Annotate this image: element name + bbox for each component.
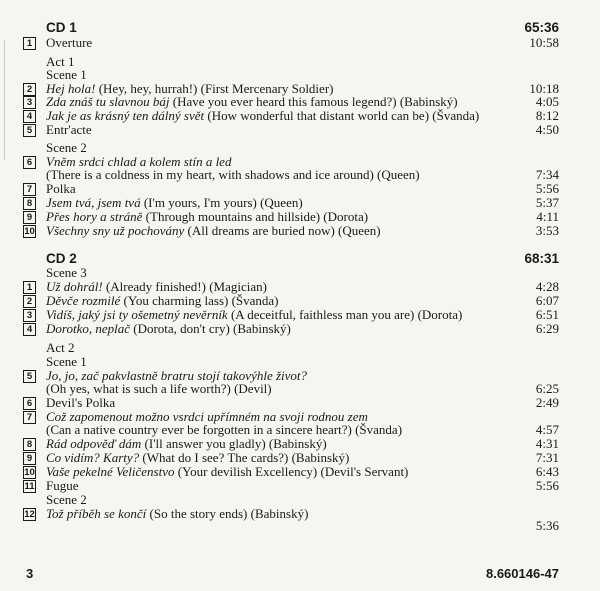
track-row bbox=[0, 223, 600, 239]
track-number: 9 bbox=[23, 211, 36, 224]
track-number: 3 bbox=[23, 309, 36, 322]
track-number: 10 bbox=[24, 467, 35, 478]
track-duration: 3:53 bbox=[535, 223, 559, 238]
scene-label: Scene 3 bbox=[46, 265, 87, 280]
track-number: 12 bbox=[24, 509, 35, 520]
track-duration: 6:07 bbox=[535, 293, 559, 308]
scene-label: Scene 2 bbox=[46, 492, 87, 507]
cd1-heading: CD 1 bbox=[46, 20, 77, 35]
track-title: Jo, jo, zač pakvlastně bratru stojí takovýhle život? bbox=[46, 368, 308, 383]
track-title: Vaše pekelné Veličenstvo (Your devilish Excellency) (Devil's Servant) bbox=[46, 464, 409, 479]
track-title: Vněm srdci chlad a kolem stín a led bbox=[46, 154, 232, 169]
track-title: Overture bbox=[46, 35, 93, 50]
track-title: Fugue bbox=[46, 478, 79, 493]
track-number: 2 bbox=[23, 295, 36, 308]
track-duration: 5:36 bbox=[535, 518, 559, 533]
track-title: Jak je as krásný ten dálný svět (How wonderful that distant world can be) (Švanda) bbox=[46, 108, 480, 123]
track-title: Jsem tvá, jsem tvá (I'm yours, I'm yours) (Queen) bbox=[46, 195, 303, 210]
track-duration: 7:31 bbox=[535, 450, 559, 465]
track-number: 2 bbox=[23, 83, 36, 96]
track-title: Což zapomenout možno vsrdci upřímném na svoji rodnou zem bbox=[46, 409, 368, 424]
track-duration-row bbox=[0, 518, 600, 534]
track-number: 10 bbox=[24, 226, 35, 237]
track-number: 11 bbox=[24, 481, 35, 492]
track-title: Hej hola! (Hey, hey, hurrah!) (First Mercenary Soldier) bbox=[46, 81, 334, 96]
track-title: Děvče rozmilé (You charming lass) (Švanda) bbox=[46, 293, 279, 308]
track-title: Všechny sny už pochovány (All dreams are buried now) (Queen) bbox=[46, 223, 381, 238]
track-title: Co vidím? Karty? (What do I see? The cards?) (Babinský) bbox=[46, 450, 350, 465]
scene-label: Scene 1 bbox=[46, 67, 87, 82]
track-row bbox=[0, 122, 600, 138]
track-number: 7 bbox=[23, 411, 36, 424]
track-title: Entr'acte bbox=[46, 122, 92, 137]
track-duration: 4:31 bbox=[535, 436, 559, 451]
track-duration: 5:37 bbox=[535, 195, 559, 210]
act-label: Act 1 bbox=[46, 54, 75, 69]
track-duration: 8:12 bbox=[535, 108, 559, 123]
act-label: Act 2 bbox=[46, 340, 75, 355]
track-duration: 6:29 bbox=[535, 321, 559, 336]
track-title: Devil's Polka bbox=[46, 395, 116, 410]
track-number: 6 bbox=[23, 156, 36, 169]
catalog-number: 8.660146-47 bbox=[485, 566, 559, 581]
track-title: Přes hory a stráně (Through mountains and hillside) (Dorota) bbox=[46, 209, 369, 224]
scene-label: Scene 2 bbox=[46, 140, 87, 155]
track-duration: 4:05 bbox=[535, 94, 559, 109]
track-title: Rád odpověď dám (I'll answer you gladly) (Babinský) bbox=[46, 436, 327, 451]
track-number: 1 bbox=[23, 281, 36, 294]
page-number: 3 bbox=[26, 566, 34, 581]
track-duration: 2:49 bbox=[535, 395, 559, 410]
track-duration: 10:58 bbox=[529, 35, 559, 50]
track-number: 1 bbox=[23, 37, 36, 50]
track-duration: 5:56 bbox=[535, 478, 559, 493]
track-number: 4 bbox=[23, 323, 36, 336]
track-number: 7 bbox=[23, 183, 36, 196]
track-translation: (Oh yes, what is such a life worth?) (Devil) bbox=[46, 381, 272, 396]
track-number: 6 bbox=[23, 397, 36, 410]
track-translation: (There is a coldness in my heart, with shadows and ice around) (Queen) bbox=[46, 167, 420, 182]
track-duration: 10:18 bbox=[529, 81, 559, 96]
track-title: Polka bbox=[46, 181, 76, 196]
scene-label: Scene 1 bbox=[46, 354, 87, 369]
track-duration: 7:34 bbox=[535, 167, 559, 182]
track-row bbox=[0, 35, 600, 51]
track-number: 8 bbox=[23, 197, 36, 210]
track-number: 9 bbox=[23, 452, 36, 465]
track-title: Dorotko, neplač (Dorota, don't cry) (Babinský) bbox=[46, 321, 291, 336]
track-duration: 6:43 bbox=[535, 464, 559, 479]
cd2-total-time: 68:31 bbox=[524, 251, 559, 266]
track-title: Už dohrál! (Already finished!) (Magician) bbox=[46, 279, 267, 294]
track-duration: 5:56 bbox=[535, 181, 559, 196]
track-number: 8 bbox=[23, 438, 36, 451]
track-title: Zda znáš tu slavnou báj (Have you ever heard this famous legend?) (Babinský) bbox=[46, 94, 458, 109]
track-duration: 4:50 bbox=[535, 122, 559, 137]
track-row bbox=[0, 321, 600, 337]
track-number: 5 bbox=[23, 370, 36, 383]
track-duration: 4:28 bbox=[535, 279, 559, 294]
cd1-total-time: 65:36 bbox=[524, 20, 559, 35]
track-duration: 4:57 bbox=[535, 422, 559, 437]
track-number: 4 bbox=[23, 110, 36, 123]
track-duration: 6:51 bbox=[535, 307, 559, 322]
track-title: Vidíš, jaký jsi ty ošemetný nevěrník (A deceitful, faithless man you are) (Dorota) bbox=[46, 307, 463, 322]
cd2-heading: CD 2 bbox=[46, 251, 77, 266]
track-number: 3 bbox=[23, 96, 36, 109]
track-duration: 4:11 bbox=[536, 209, 559, 224]
track-title: Tož příběh se končí (So the story ends) (Babinský) bbox=[46, 506, 309, 521]
track-duration: 6:25 bbox=[535, 381, 559, 396]
track-number: 5 bbox=[23, 124, 36, 137]
track-translation: (Can a native country ever be forgotten in a sincere heart?) (Švanda) bbox=[46, 422, 403, 437]
